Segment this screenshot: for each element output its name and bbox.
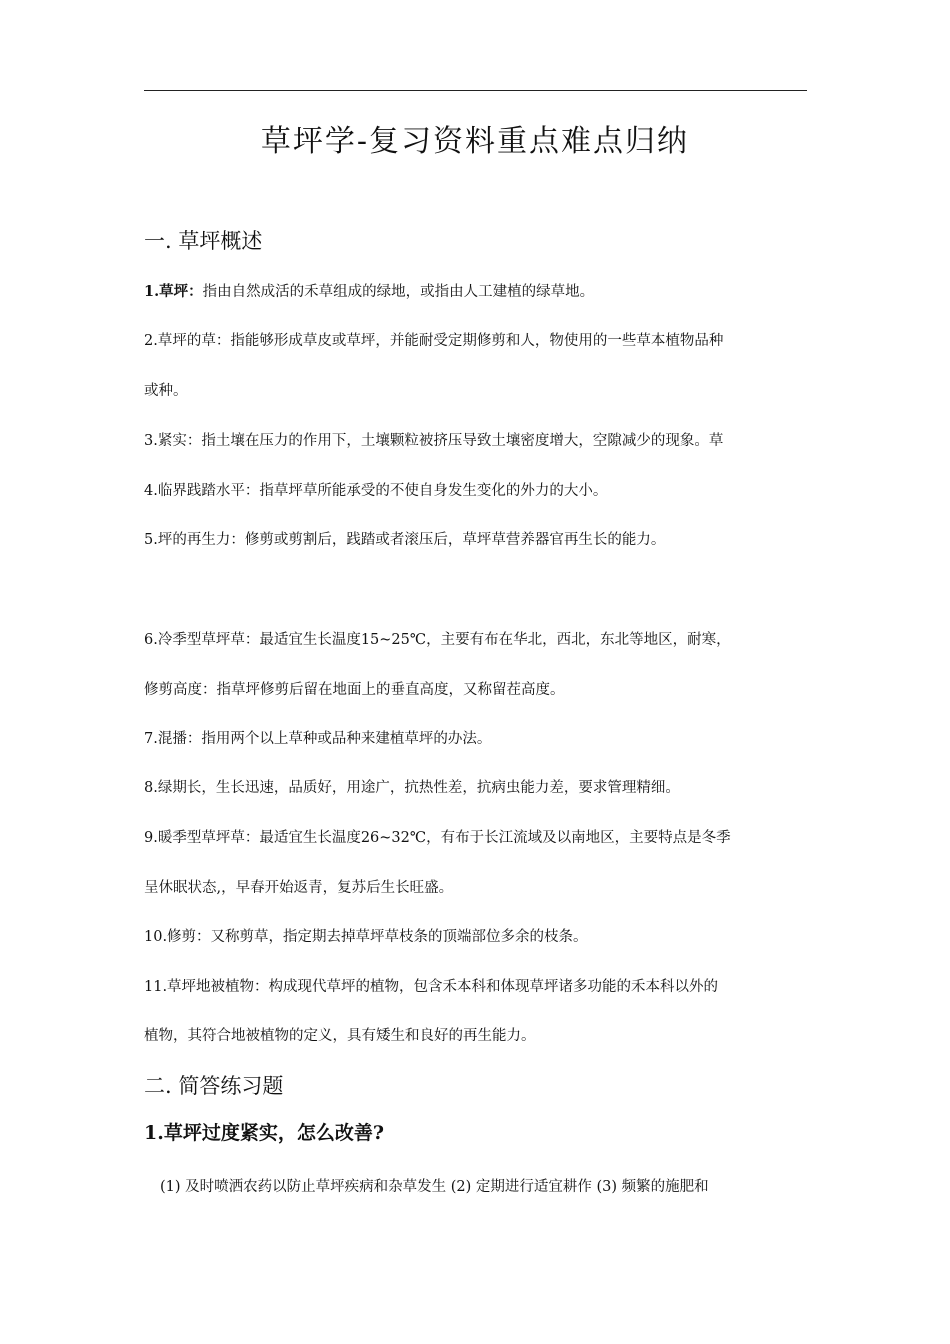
item-9-line-1: 9.暖季型草坪草：最适宜生长温度26~32℃，有布于长江流域及以南地区，主要特点是冬季 xyxy=(144,830,731,846)
item-1 xyxy=(144,281,807,303)
item-1-term: 1.草坪： xyxy=(144,283,203,300)
page-title: 草坪学-复习资料重点难点归纳 xyxy=(260,124,690,159)
item-11-line-2: 植物，其符合地被植物的定义，具有矮生和良好的再生能力。 xyxy=(144,1028,536,1044)
header-rule xyxy=(144,90,807,91)
item-7: 7.混播：指用两个以上草种或品种来建植草坪的办法。 xyxy=(144,731,492,747)
item-8: 8.绿期长，生长迅速，品质好，用途广，抗热性差，抗病虫能力差，要求管理精细。 xyxy=(144,780,680,796)
item-10: 10.修剪：又称剪草，指定期去掉草坪草枝条的顶端部位多余的枝条。 xyxy=(144,929,588,945)
item-6-line-1: 6.冷季型草坪草：最适宜生长温度15~25℃，主要有布在华北，西北，东北等地区，耐寒， xyxy=(144,632,731,648)
question-1-title: 1.草坪过度紧实，怎么改善? xyxy=(144,1122,384,1144)
item-5: 5.坪的再生力：修剪或剪割后，践踏或者滚压后，草坪草营养器官再生长的能力。 xyxy=(144,532,666,548)
item-1-text: 指由自然成活的禾草组成的绿地，或指由人工建植的绿草地。 xyxy=(202,284,595,300)
item-2-line-1: 2.草坪的草：指能够形成草皮或草坪，并能耐受定期修剪和人，物使用的一些草本植物品种 xyxy=(144,333,724,349)
item-9-line-2: 呈休眠状态,，早春开始返青，复苏后生长旺盛。 xyxy=(144,880,454,896)
question-1-answer: (1) 及时喷洒农药以防止草坪疾病和杂草发生 (2) 定期进行适宜耕作 (3) 频繁的施肥和 xyxy=(160,1179,709,1195)
item-2-line-2: 或种。 xyxy=(144,383,188,399)
item-4: 4.临界践踏水平：指草坪草所能承受的不使自身发生变化的外力的大小。 xyxy=(144,483,608,499)
section-heading-exercises: 二. 简答练习题 xyxy=(144,1074,284,1098)
item-6-line-2: 修剪高度：指草坪修剪后留在地面上的垂直高度，又称留茬高度。 xyxy=(144,682,565,698)
item-3: 3.紧实：指土壤在压力的作用下，土壤颗粒被挤压导致土壤密度增大，空隙减少的现象。草 xyxy=(144,433,724,449)
item-11-line-1: 11.草坪地被植物：构成现代草坪的植物，包含禾本科和体现草坪诸多功能的禾本科以外的 xyxy=(144,979,719,995)
section-heading-overview: 一. 草坪概述 xyxy=(144,229,263,253)
